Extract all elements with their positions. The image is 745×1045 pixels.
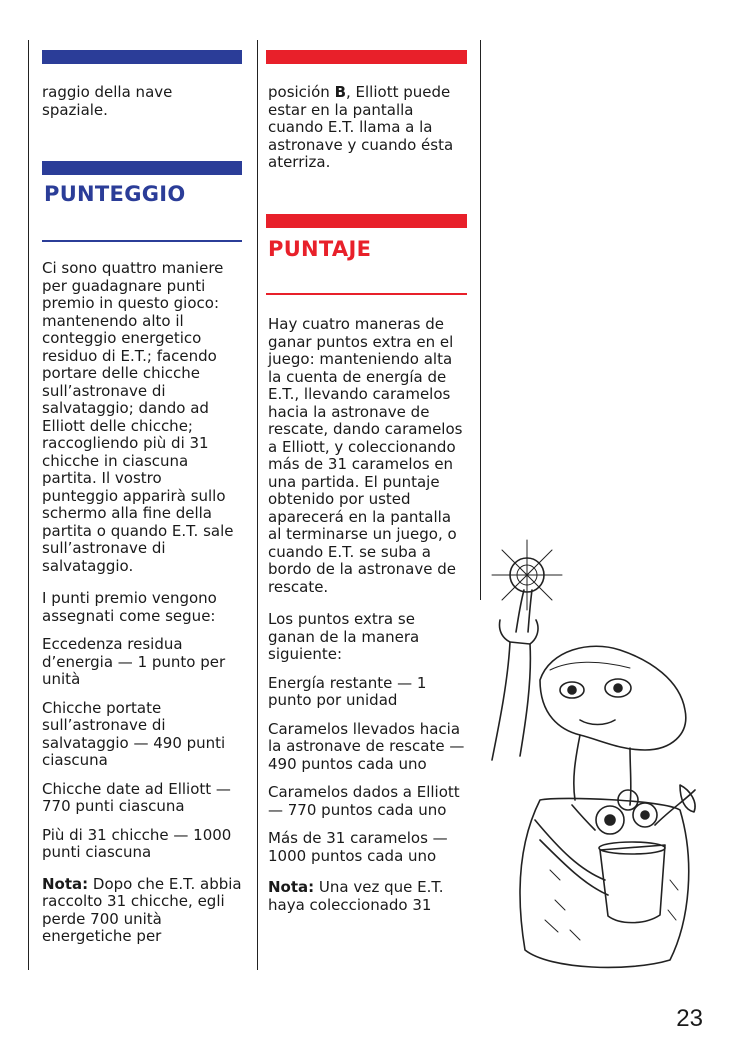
italian-item: Più di 31 chicche — 1000 punti ciascuna (42, 825, 232, 861)
italian-para2: I punti premio vengono assegnati come segue: (42, 589, 217, 625)
et-arm-holding (535, 820, 608, 895)
italian-heading-rule (42, 240, 242, 242)
italian-item: Chicche date ad Elliott — 770 punti ciascuna (42, 779, 231, 815)
spanish-body (268, 316, 466, 914)
spanish-item: Energía restante — 1 punto por unidad (268, 673, 427, 709)
et-hand (499, 620, 538, 644)
et-finger (516, 590, 532, 632)
spanish-para1: Hay cuatro maneras de ganar puntos extra en el juego: manteniendo alta la cuenta de energía de E.T., llevando caramelos hacia la astronave de rescate, dando caramelos a Elliott, y coleccionando más de 31 caramelos en una partida. El puntaje obtenido por usted aparecerá en la pantalla al terminarse un juego, o cuando E.T. se suba a bordo de la astronave de rescate. (268, 315, 463, 596)
italian-body (42, 260, 242, 946)
spanish-item: Caramelos llevados hacia la astronave de rescate — 490 puntos cada uno (268, 719, 465, 773)
spanish-top-bar (266, 50, 467, 64)
spanish-intro (268, 84, 464, 172)
et-illustration (480, 520, 720, 980)
italian-top-bar (42, 50, 242, 64)
spanish-item: Caramelos dados a Elliott — 770 puntos cada uno (268, 783, 460, 819)
spanish-intro-text (268, 84, 464, 172)
italian-note-text: Dopo che E.T. abbia raccolto 31 chicche, egli perde 700 unità energetiche per (42, 874, 242, 945)
spanish-heading-bar (266, 214, 467, 228)
column-divider-middle (257, 40, 258, 970)
spanish-intro-post: , Elliott puede estar en la pantalla cuando E.T. llama a la astronave y cuando ésta aterriza. (268, 83, 454, 171)
et-arm (492, 642, 530, 760)
et-head (540, 646, 686, 750)
italian-item: Chicche portate sull’astronave di salvataggio — 490 punti ciascuna (42, 698, 226, 769)
italian-para1: Ci sono quattro maniere per guadagnare punti premio in questo gioco: mantenendo alto il conteggio energetico residuo di E.T.; facendo portare delle chicche sull’astronave di salvataggio; dando ad Elliott delle chicche; raccogliendo più di 31 chicche in ciascuna partita. Il vostro punteggio apparirà sullo schermo alla fine della partita o quando E.T. sale sull’astronave di salvataggio. (42, 259, 234, 575)
spanish-item: Más de 31 caramelos — 1000 puntos cada uno (268, 829, 448, 865)
spanish-note (268, 879, 466, 914)
flower-pot (600, 845, 665, 923)
italian-note (42, 876, 242, 946)
spanish-intro-pre: posición (268, 83, 335, 101)
page-number: 23 (676, 1005, 703, 1032)
et-neck (574, 735, 631, 805)
spanish-para2: Los puntos extra se ganan de la manera siguiente: (268, 610, 420, 663)
spanish-intro-bold: B (334, 83, 346, 101)
column-divider-left (28, 40, 29, 970)
spanish-note-text: Una vez que E.T. haya coleccionado 31 (268, 878, 444, 914)
italian-intro-text: raggio della nave spaziale. (42, 83, 173, 119)
spanish-note-label: Nota: (268, 878, 315, 896)
italian-note-label: Nota: (42, 874, 89, 893)
column-divider-right (480, 40, 481, 600)
italian-heading-bar (42, 161, 242, 175)
spanish-heading: PUNTAJE (268, 237, 372, 261)
italian-intro (42, 84, 242, 119)
spanish-heading-rule (266, 293, 467, 295)
italian-heading: PUNTEGGIO (44, 182, 186, 206)
italian-item: Eccedenza residua d’energia — 1 punto per unità (42, 635, 226, 688)
